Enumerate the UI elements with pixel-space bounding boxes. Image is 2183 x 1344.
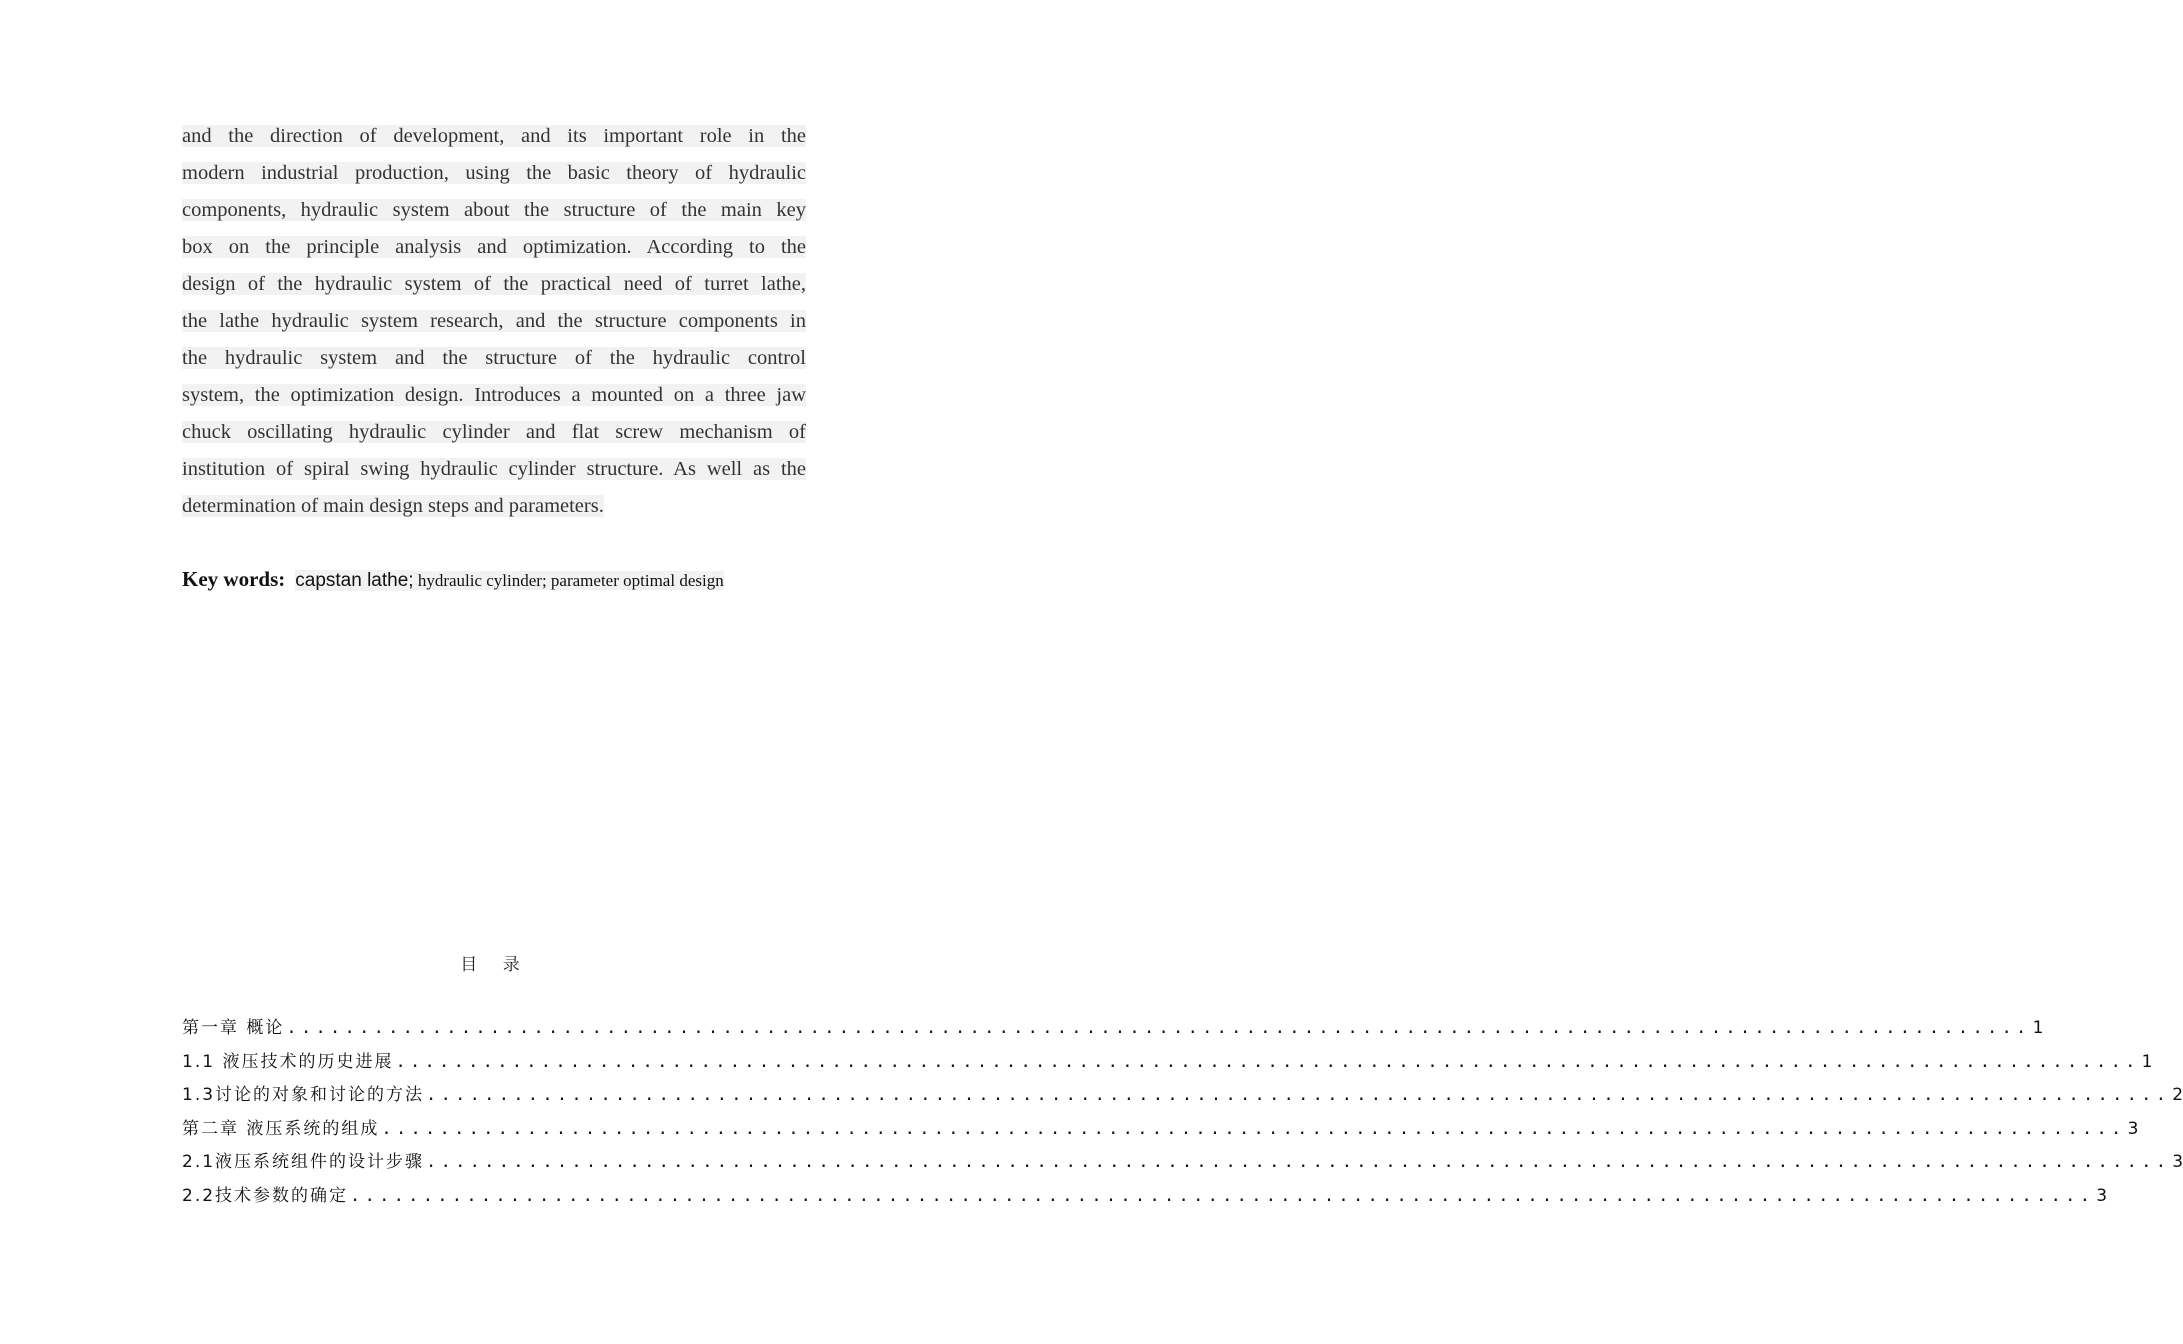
toc-entry-label: 2.1液压系统组件的设计步骤 [182, 1152, 425, 1172]
toc-entry-label: 1.1 液压技术的历史进展 [182, 1051, 394, 1072]
toc-entry-page: 3 [2172, 1152, 2183, 1172]
abstract-line: chuck oscillating hydraulic cylinder and flat screw mechanism of [182, 421, 806, 443]
toc-entry-label: 1.3讨论的对象和讨论的方法 [182, 1085, 425, 1105]
abstract-line: institution of spiral swing hydraulic cylinder structure. As well as the [182, 458, 806, 480]
toc-entry-page: 1 [2032, 1018, 2044, 1038]
abstract-line: system, the optimization design. Introduces a mounted on a three jaw [182, 384, 806, 406]
toc-entry-page: 3 [2127, 1118, 2139, 1139]
toc-leader-dots: ........................................................................................................................ [395, 1051, 2140, 1072]
toc-leader-dots: ........................................................................................................................ [426, 1085, 2171, 1105]
toc-entry[interactable] [182, 1046, 2153, 1080]
toc-entry[interactable] [182, 1113, 2139, 1147]
toc-entry[interactable] [182, 1180, 2108, 1214]
toc-entry-label: 第二章 液压系统的组成 [182, 1118, 380, 1139]
toc-leader-dots: ........................................................................................................................ [426, 1152, 2171, 1172]
keywords-rest: hydraulic cylinder; parameter optimal design [413, 571, 724, 590]
table-of-contents [182, 1012, 2183, 1213]
abstract-line: determination of main design steps and parameters. [182, 495, 604, 517]
toc-entry[interactable] [182, 1012, 2044, 1046]
toc-entry-page: 1 [2141, 1051, 2153, 1072]
abstract-line: modern industrial production, using the basic theory of hydraulic [182, 162, 806, 184]
toc-entry-label: 2.2技术参数的确定 [182, 1185, 349, 1206]
toc-leader-dots: ........................................................................................................................ [381, 1118, 2126, 1139]
abstract-line: the lathe hydraulic system research, and the structure components in [182, 310, 806, 332]
abstract-line: components, hydraulic system about the structure of the main key [182, 199, 806, 221]
toc-entry[interactable] [182, 1146, 2183, 1180]
toc-title: 目 录 [460, 955, 530, 975]
toc-leader-dots: ........................................................................................................................ [350, 1185, 2095, 1206]
keywords-label: Key words: [182, 567, 286, 591]
keywords-line [182, 567, 724, 592]
toc-leader-dots: ........................................................................................................................ [286, 1018, 2031, 1038]
keyword-first: capstan lathe; [295, 570, 414, 591]
abstract-line: design of the hydraulic system of the practical need of turret lathe, [182, 273, 806, 295]
abstract-line: and the direction of development, and its important role in the [182, 125, 806, 147]
toc-entry[interactable] [182, 1079, 2183, 1113]
toc-entry-page: 3 [2096, 1185, 2108, 1206]
abstract-line: the hydraulic system and the structure of the hydraulic control [182, 347, 806, 369]
abstract-paragraph [182, 118, 806, 525]
abstract-line: box on the principle analysis and optimization. According to the [182, 236, 806, 258]
toc-entry-label: 第一章 概论 [182, 1018, 285, 1038]
toc-entry-page: 2 [2172, 1085, 2183, 1105]
